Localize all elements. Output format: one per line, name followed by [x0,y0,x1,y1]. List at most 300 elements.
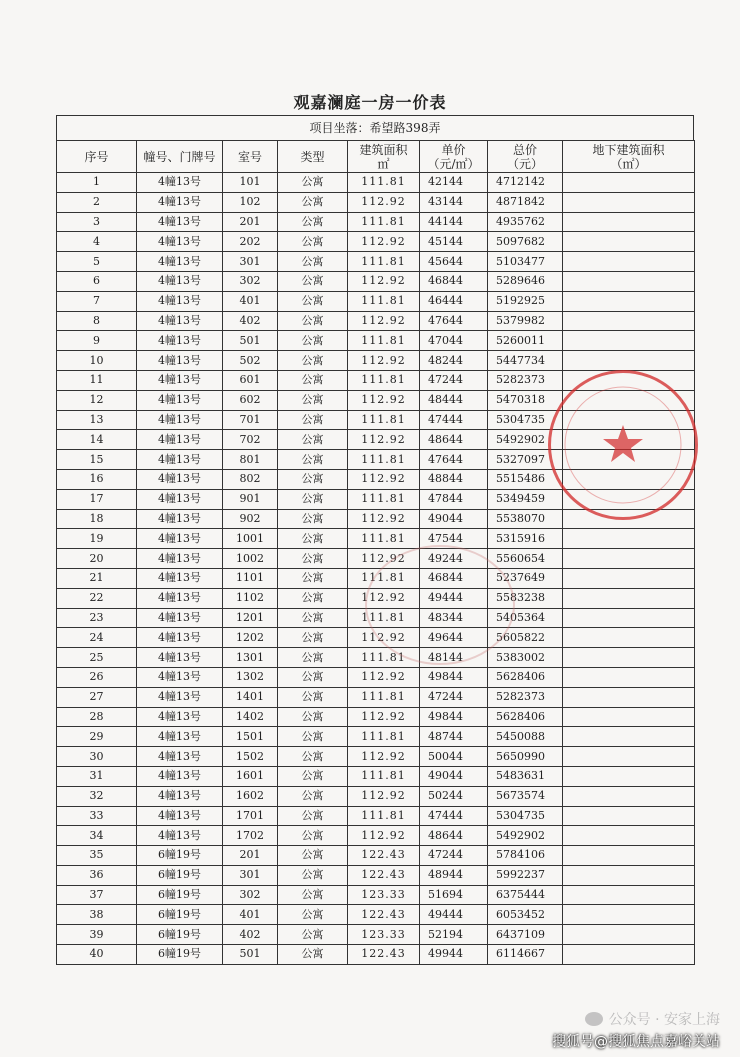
cell-price: 52194 [420,925,488,945]
cell-type: 公寓 [278,311,348,331]
cell-price: 47044 [420,331,488,351]
cell-building: 4幢13号 [137,232,223,252]
cell-area: 111.81 [348,331,420,351]
cell-building: 4幢13号 [137,331,223,351]
cell-seq: 16 [57,469,137,489]
table-row [57,489,695,509]
cell-seq: 14 [57,430,137,450]
cell-underground [563,529,695,549]
cell-building: 4幢13号 [137,311,223,331]
cell-underground [563,370,695,390]
cell-room: 802 [223,469,278,489]
cell-seq: 37 [57,885,137,905]
cell-price: 42144 [420,173,488,193]
cell-room: 502 [223,351,278,371]
cell-underground [563,905,695,925]
table-row [57,628,695,648]
cell-room: 401 [223,291,278,311]
cell-building: 4幢13号 [137,687,223,707]
table-row [57,529,695,549]
cell-seq: 24 [57,628,137,648]
cell-total: 5992237 [488,865,563,885]
header-room: 室号 [223,141,278,173]
table-row [57,173,695,193]
cell-room: 801 [223,450,278,470]
cell-total: 5470318 [488,390,563,410]
cell-room: 902 [223,509,278,529]
cell-underground [563,549,695,569]
cell-type: 公寓 [278,806,348,826]
cell-underground [563,192,695,212]
cell-building: 6幢19号 [137,846,223,866]
cell-price: 50244 [420,786,488,806]
header-total-unit: （元） [506,156,543,171]
table-row [57,648,695,668]
cell-seq: 26 [57,667,137,687]
header-price [420,141,488,173]
cell-room: 1002 [223,549,278,569]
cell-seq: 34 [57,826,137,846]
cell-total: 5583238 [488,588,563,608]
cell-room: 101 [223,173,278,193]
cell-area: 111.81 [348,608,420,628]
cell-underground [563,806,695,826]
price-table-sheet [56,115,694,965]
cell-price: 49044 [420,509,488,529]
cell-price: 47444 [420,410,488,430]
cell-room: 1501 [223,727,278,747]
cell-building: 4幢13号 [137,568,223,588]
cell-total: 5103477 [488,252,563,272]
table-row [57,806,695,826]
cell-building: 4幢13号 [137,252,223,272]
cell-underground [563,747,695,767]
cell-total: 5650990 [488,747,563,767]
cell-seq: 36 [57,865,137,885]
cell-total: 5483631 [488,766,563,786]
table-row [57,549,695,569]
cell-total: 5304735 [488,806,563,826]
table-body [57,173,695,965]
cell-type: 公寓 [278,370,348,390]
cell-price: 47244 [420,846,488,866]
cell-underground [563,826,695,846]
cell-price: 48344 [420,608,488,628]
cell-total: 5515486 [488,469,563,489]
cell-room: 201 [223,846,278,866]
cell-type: 公寓 [278,331,348,351]
cell-type: 公寓 [278,568,348,588]
cell-underground [563,687,695,707]
cell-total: 5192925 [488,291,563,311]
cell-area: 111.81 [348,450,420,470]
cell-seq: 2 [57,192,137,212]
table-row [57,212,695,232]
cell-area: 111.81 [348,568,420,588]
cell-total: 5538070 [488,509,563,529]
cell-total: 5605822 [488,628,563,648]
cell-building: 4幢13号 [137,410,223,430]
cell-type: 公寓 [278,687,348,707]
cell-price: 45144 [420,232,488,252]
header-area-title: 建筑面积 [359,142,408,157]
cell-area: 112.92 [348,786,420,806]
cell-area: 111.81 [348,529,420,549]
cell-area: 111.81 [348,291,420,311]
cell-building: 4幢13号 [137,351,223,371]
cell-room: 301 [223,252,278,272]
cell-total: 5492902 [488,826,563,846]
cell-seq: 29 [57,727,137,747]
header-underground-title: 地下建筑面积 [592,142,665,157]
cell-price: 49044 [420,766,488,786]
cell-total: 5628406 [488,707,563,727]
cell-underground [563,410,695,430]
cell-total: 4935762 [488,212,563,232]
cell-room: 1102 [223,588,278,608]
cell-area: 111.81 [348,173,420,193]
cell-type: 公寓 [278,885,348,905]
cell-underground [563,450,695,470]
cell-seq: 38 [57,905,137,925]
cell-area: 112.92 [348,232,420,252]
table-row [57,865,695,885]
cell-seq: 4 [57,232,137,252]
cell-total: 5304735 [488,410,563,430]
cell-price: 48844 [420,469,488,489]
cell-building: 4幢13号 [137,747,223,767]
cell-price: 49444 [420,905,488,925]
cell-price: 49444 [420,588,488,608]
cell-price: 50044 [420,747,488,767]
table-row [57,509,695,529]
cell-room: 1302 [223,667,278,687]
cell-area: 112.92 [348,390,420,410]
cell-price: 48144 [420,648,488,668]
header-underground-unit: （㎡） [610,156,647,171]
cell-building: 4幢13号 [137,786,223,806]
cell-area: 111.81 [348,648,420,668]
cell-underground [563,271,695,291]
cell-area: 112.92 [348,628,420,648]
cell-total: 5784106 [488,846,563,866]
cell-area: 112.92 [348,509,420,529]
cell-seq: 6 [57,271,137,291]
cell-room: 901 [223,489,278,509]
cell-underground [563,212,695,232]
table-row [57,331,695,351]
cell-price: 47244 [420,370,488,390]
cell-type: 公寓 [278,232,348,252]
cell-building: 4幢13号 [137,212,223,232]
cell-building: 4幢13号 [137,173,223,193]
cell-total: 6437109 [488,925,563,945]
watermark-account-line [552,1009,720,1029]
cell-price: 47644 [420,311,488,331]
cell-type: 公寓 [278,588,348,608]
table-row [57,885,695,905]
cell-seq: 17 [57,489,137,509]
cell-seq: 8 [57,311,137,331]
header-total-title: 总价 [512,142,537,157]
cell-room: 1702 [223,826,278,846]
cell-type: 公寓 [278,945,348,965]
header-price-unit: （元/㎡） [427,156,480,171]
cell-price: 48244 [420,351,488,371]
table-row [57,351,695,371]
cell-price: 47844 [420,489,488,509]
cell-underground [563,291,695,311]
cell-building: 4幢13号 [137,489,223,509]
cell-seq: 1 [57,173,137,193]
cell-seq: 13 [57,410,137,430]
cell-area: 111.81 [348,766,420,786]
cell-type: 公寓 [278,648,348,668]
cell-price: 49644 [420,628,488,648]
cell-area: 111.81 [348,410,420,430]
cell-total: 4871842 [488,192,563,212]
cell-price: 48744 [420,727,488,747]
cell-area: 111.81 [348,687,420,707]
cell-type: 公寓 [278,549,348,569]
cell-building: 4幢13号 [137,667,223,687]
header-building: 幢号、门牌号 [137,141,223,173]
cell-area: 111.81 [348,727,420,747]
cell-building: 4幢13号 [137,549,223,569]
cell-building: 6幢19号 [137,925,223,945]
cell-total: 5327097 [488,450,563,470]
cell-area: 112.92 [348,192,420,212]
table-row [57,469,695,489]
cell-building: 4幢13号 [137,370,223,390]
cell-type: 公寓 [278,529,348,549]
cell-underground [563,331,695,351]
cell-price: 47444 [420,806,488,826]
cell-area: 112.92 [348,271,420,291]
cell-room: 602 [223,390,278,410]
cell-price: 49844 [420,667,488,687]
cell-seq: 5 [57,252,137,272]
cell-type: 公寓 [278,826,348,846]
cell-underground [563,568,695,588]
cell-type: 公寓 [278,430,348,450]
cell-underground [563,648,695,668]
table-row [57,430,695,450]
cell-room: 1601 [223,766,278,786]
cell-total: 5315916 [488,529,563,549]
cell-seq: 22 [57,588,137,608]
cell-room: 302 [223,271,278,291]
cell-building: 4幢13号 [137,727,223,747]
cell-room: 301 [223,865,278,885]
cell-type: 公寓 [278,469,348,489]
table-row [57,588,695,608]
cell-total: 5450088 [488,727,563,747]
cell-type: 公寓 [278,905,348,925]
cell-type: 公寓 [278,390,348,410]
table-row [57,766,695,786]
cell-underground [563,489,695,509]
cell-type: 公寓 [278,450,348,470]
cell-seq: 12 [57,390,137,410]
table-row [57,727,695,747]
cell-building: 4幢13号 [137,766,223,786]
cell-seq: 30 [57,747,137,767]
cell-price: 47644 [420,450,488,470]
cell-type: 公寓 [278,727,348,747]
cell-underground [563,667,695,687]
cell-total: 5289646 [488,271,563,291]
page-title: 观嘉澜庭一房一价表 [293,93,447,112]
table-row [57,786,695,806]
cell-building: 4幢13号 [137,450,223,470]
cell-type: 公寓 [278,747,348,767]
cell-area: 111.81 [348,252,420,272]
cell-type: 公寓 [278,846,348,866]
cell-area: 112.92 [348,747,420,767]
cell-room: 201 [223,212,278,232]
cell-seq: 9 [57,331,137,351]
cell-price: 49944 [420,945,488,965]
cell-seq: 27 [57,687,137,707]
watermark-account: 公众号 · 安家上海 [608,1012,720,1028]
cell-underground [563,311,695,331]
cell-underground [563,786,695,806]
cell-room: 402 [223,925,278,945]
cell-seq: 25 [57,648,137,668]
watermark [552,1009,720,1051]
header-seq: 序号 [57,141,137,173]
cell-total: 5349459 [488,489,563,509]
table-row [57,410,695,430]
cell-building: 6幢19号 [137,945,223,965]
cell-underground [563,608,695,628]
table-row [57,271,695,291]
cell-underground [563,766,695,786]
cell-underground [563,351,695,371]
table-row [57,390,695,410]
cell-area: 112.92 [348,351,420,371]
cell-building: 4幢13号 [137,509,223,529]
cell-seq: 40 [57,945,137,965]
cell-seq: 23 [57,608,137,628]
cell-underground [563,509,695,529]
cell-building: 4幢13号 [137,430,223,450]
cell-building: 4幢13号 [137,826,223,846]
cell-type: 公寓 [278,410,348,430]
cell-room: 402 [223,311,278,331]
cell-total: 5405364 [488,608,563,628]
cell-room: 1101 [223,568,278,588]
cell-building: 4幢13号 [137,271,223,291]
cell-building: 4幢13号 [137,707,223,727]
cell-seq: 7 [57,291,137,311]
cell-type: 公寓 [278,707,348,727]
table-row [57,568,695,588]
cell-area: 111.81 [348,370,420,390]
cell-room: 1502 [223,747,278,767]
cell-room: 1201 [223,608,278,628]
cell-total: 4712142 [488,173,563,193]
cell-total: 5379982 [488,311,563,331]
table-row [57,450,695,470]
cell-type: 公寓 [278,252,348,272]
cell-area: 122.43 [348,865,420,885]
cell-seq: 39 [57,925,137,945]
cell-area: 112.92 [348,588,420,608]
cell-room: 701 [223,410,278,430]
cell-total: 5673574 [488,786,563,806]
cell-total: 5282373 [488,370,563,390]
cell-price: 48444 [420,390,488,410]
cell-room: 1001 [223,529,278,549]
cell-type: 公寓 [278,608,348,628]
cell-seq: 35 [57,846,137,866]
cell-area: 112.92 [348,826,420,846]
cell-seq: 28 [57,707,137,727]
cell-area: 122.43 [348,905,420,925]
cell-underground [563,846,695,866]
cell-seq: 32 [57,786,137,806]
cell-underground [563,885,695,905]
cell-seq: 20 [57,549,137,569]
header-area-unit: ㎡ [377,156,390,171]
table-row [57,945,695,965]
cell-room: 1401 [223,687,278,707]
cell-area: 111.81 [348,212,420,232]
cell-total: 6053452 [488,905,563,925]
cell-building: 6幢19号 [137,885,223,905]
cell-seq: 19 [57,529,137,549]
cell-room: 1202 [223,628,278,648]
cell-room: 1602 [223,786,278,806]
cell-price: 48644 [420,430,488,450]
cell-building: 4幢13号 [137,192,223,212]
cell-total: 6114667 [488,945,563,965]
cell-total: 5628406 [488,667,563,687]
cell-underground [563,727,695,747]
table-row [57,192,695,212]
cell-building: 4幢13号 [137,806,223,826]
cell-underground [563,588,695,608]
cell-room: 1701 [223,806,278,826]
header-underground [563,141,695,173]
table-row [57,826,695,846]
cell-area: 122.43 [348,846,420,866]
price-table [56,140,695,965]
cell-building: 4幢13号 [137,588,223,608]
cell-price: 47544 [420,529,488,549]
cell-area: 112.92 [348,667,420,687]
table-row [57,291,695,311]
watermark-source: 搜狐号@搜狐焦点嘉峪关站 [552,1034,720,1050]
cell-area: 112.92 [348,469,420,489]
cell-building: 4幢13号 [137,608,223,628]
cell-type: 公寓 [278,291,348,311]
cell-type: 公寓 [278,509,348,529]
cell-seq: 18 [57,509,137,529]
cell-type: 公寓 [278,271,348,291]
cell-price: 49244 [420,549,488,569]
cell-underground [563,469,695,489]
table-row [57,687,695,707]
cell-area: 123.33 [348,925,420,945]
cell-price: 48644 [420,826,488,846]
table-row [57,707,695,727]
cell-area: 112.92 [348,707,420,727]
cell-price: 46844 [420,568,488,588]
cell-price: 44144 [420,212,488,232]
